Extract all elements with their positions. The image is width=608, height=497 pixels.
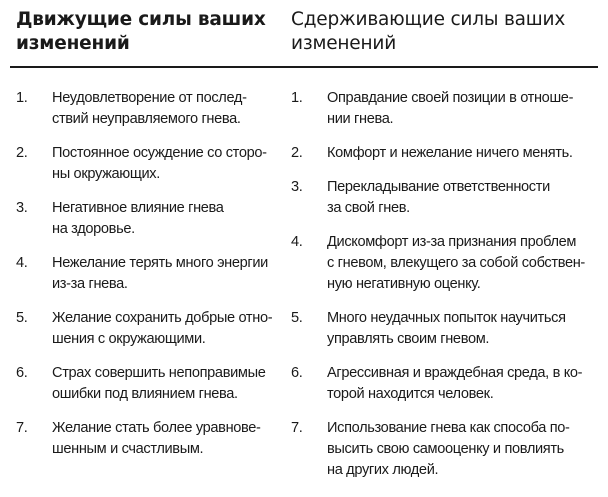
restraining-forces-heading: Сдерживающие силы ваших изменений [291,9,566,54]
item-number: 2. [16,145,28,161]
item-text: Дискомфорт из-за признания проблем с гневом, влекущего за собой собствен- ную негативную оценку. [327,234,585,292]
list-item [291,363,591,405]
driving-forces-column [16,0,284,56]
item-text: Желание стать более уравнове- шенным и счастливым. [52,420,261,457]
item-number: 7. [16,420,28,436]
item-text: Нежелание терять много энергии из-за гнева. [52,255,268,292]
item-number: 5. [291,310,303,326]
item-text: Перекладывание ответственности за свой гнев. [327,179,550,216]
driving-forces-list [16,88,284,473]
list-item [291,177,591,219]
item-number: 5. [16,310,28,326]
item-text: Страх совершить непоправимые ошибки под влиянием гнева. [52,365,266,402]
item-text: Оправдание своей позиции в отноше- нии гнева. [327,90,574,127]
list-item [291,418,591,481]
list-item [16,198,284,240]
header-divider [10,66,598,68]
item-text: Агрессивная и враждебная среда, в ко- торой находится человек. [327,365,583,402]
item-text: Постоянное осуждение со сторо- ны окружающих. [52,145,267,182]
item-number: 4. [16,255,28,271]
item-text: Комфорт и нежелание ничего менять. [327,145,573,161]
list-item [16,143,284,185]
item-number: 7. [291,420,303,436]
restraining-forces-column [291,0,591,56]
list-item [16,363,284,405]
list-item [291,88,591,130]
item-number: 1. [16,90,28,106]
item-text: Желание сохранить добрые отно- шения с окружающими. [52,310,273,347]
list-item [16,308,284,350]
item-number: 3. [16,200,28,216]
list-item [291,232,591,295]
item-text: Негативное влияние гнева на здоровье. [52,200,224,237]
list-item [16,253,284,295]
item-text: Неудовлетворение от послед- ствий неуправляемого гнева. [52,90,247,127]
item-text: Использование гнева как способа по- высить свою самооценку и повлиять на других людей. [327,420,570,478]
list-item [291,143,591,164]
item-number: 6. [291,365,303,381]
item-number: 4. [291,234,303,250]
restraining-forces-list [291,88,591,494]
item-number: 1. [291,90,303,106]
item-number: 6. [16,365,28,381]
driving-forces-heading: Движущие силы ваших изменений [16,9,266,54]
list-item [291,308,591,350]
item-text: Много неудачных попыток научиться управлять своим гневом. [327,310,566,347]
item-number: 2. [291,145,303,161]
list-item [16,418,284,460]
list-item [16,88,284,130]
item-number: 3. [291,179,303,195]
